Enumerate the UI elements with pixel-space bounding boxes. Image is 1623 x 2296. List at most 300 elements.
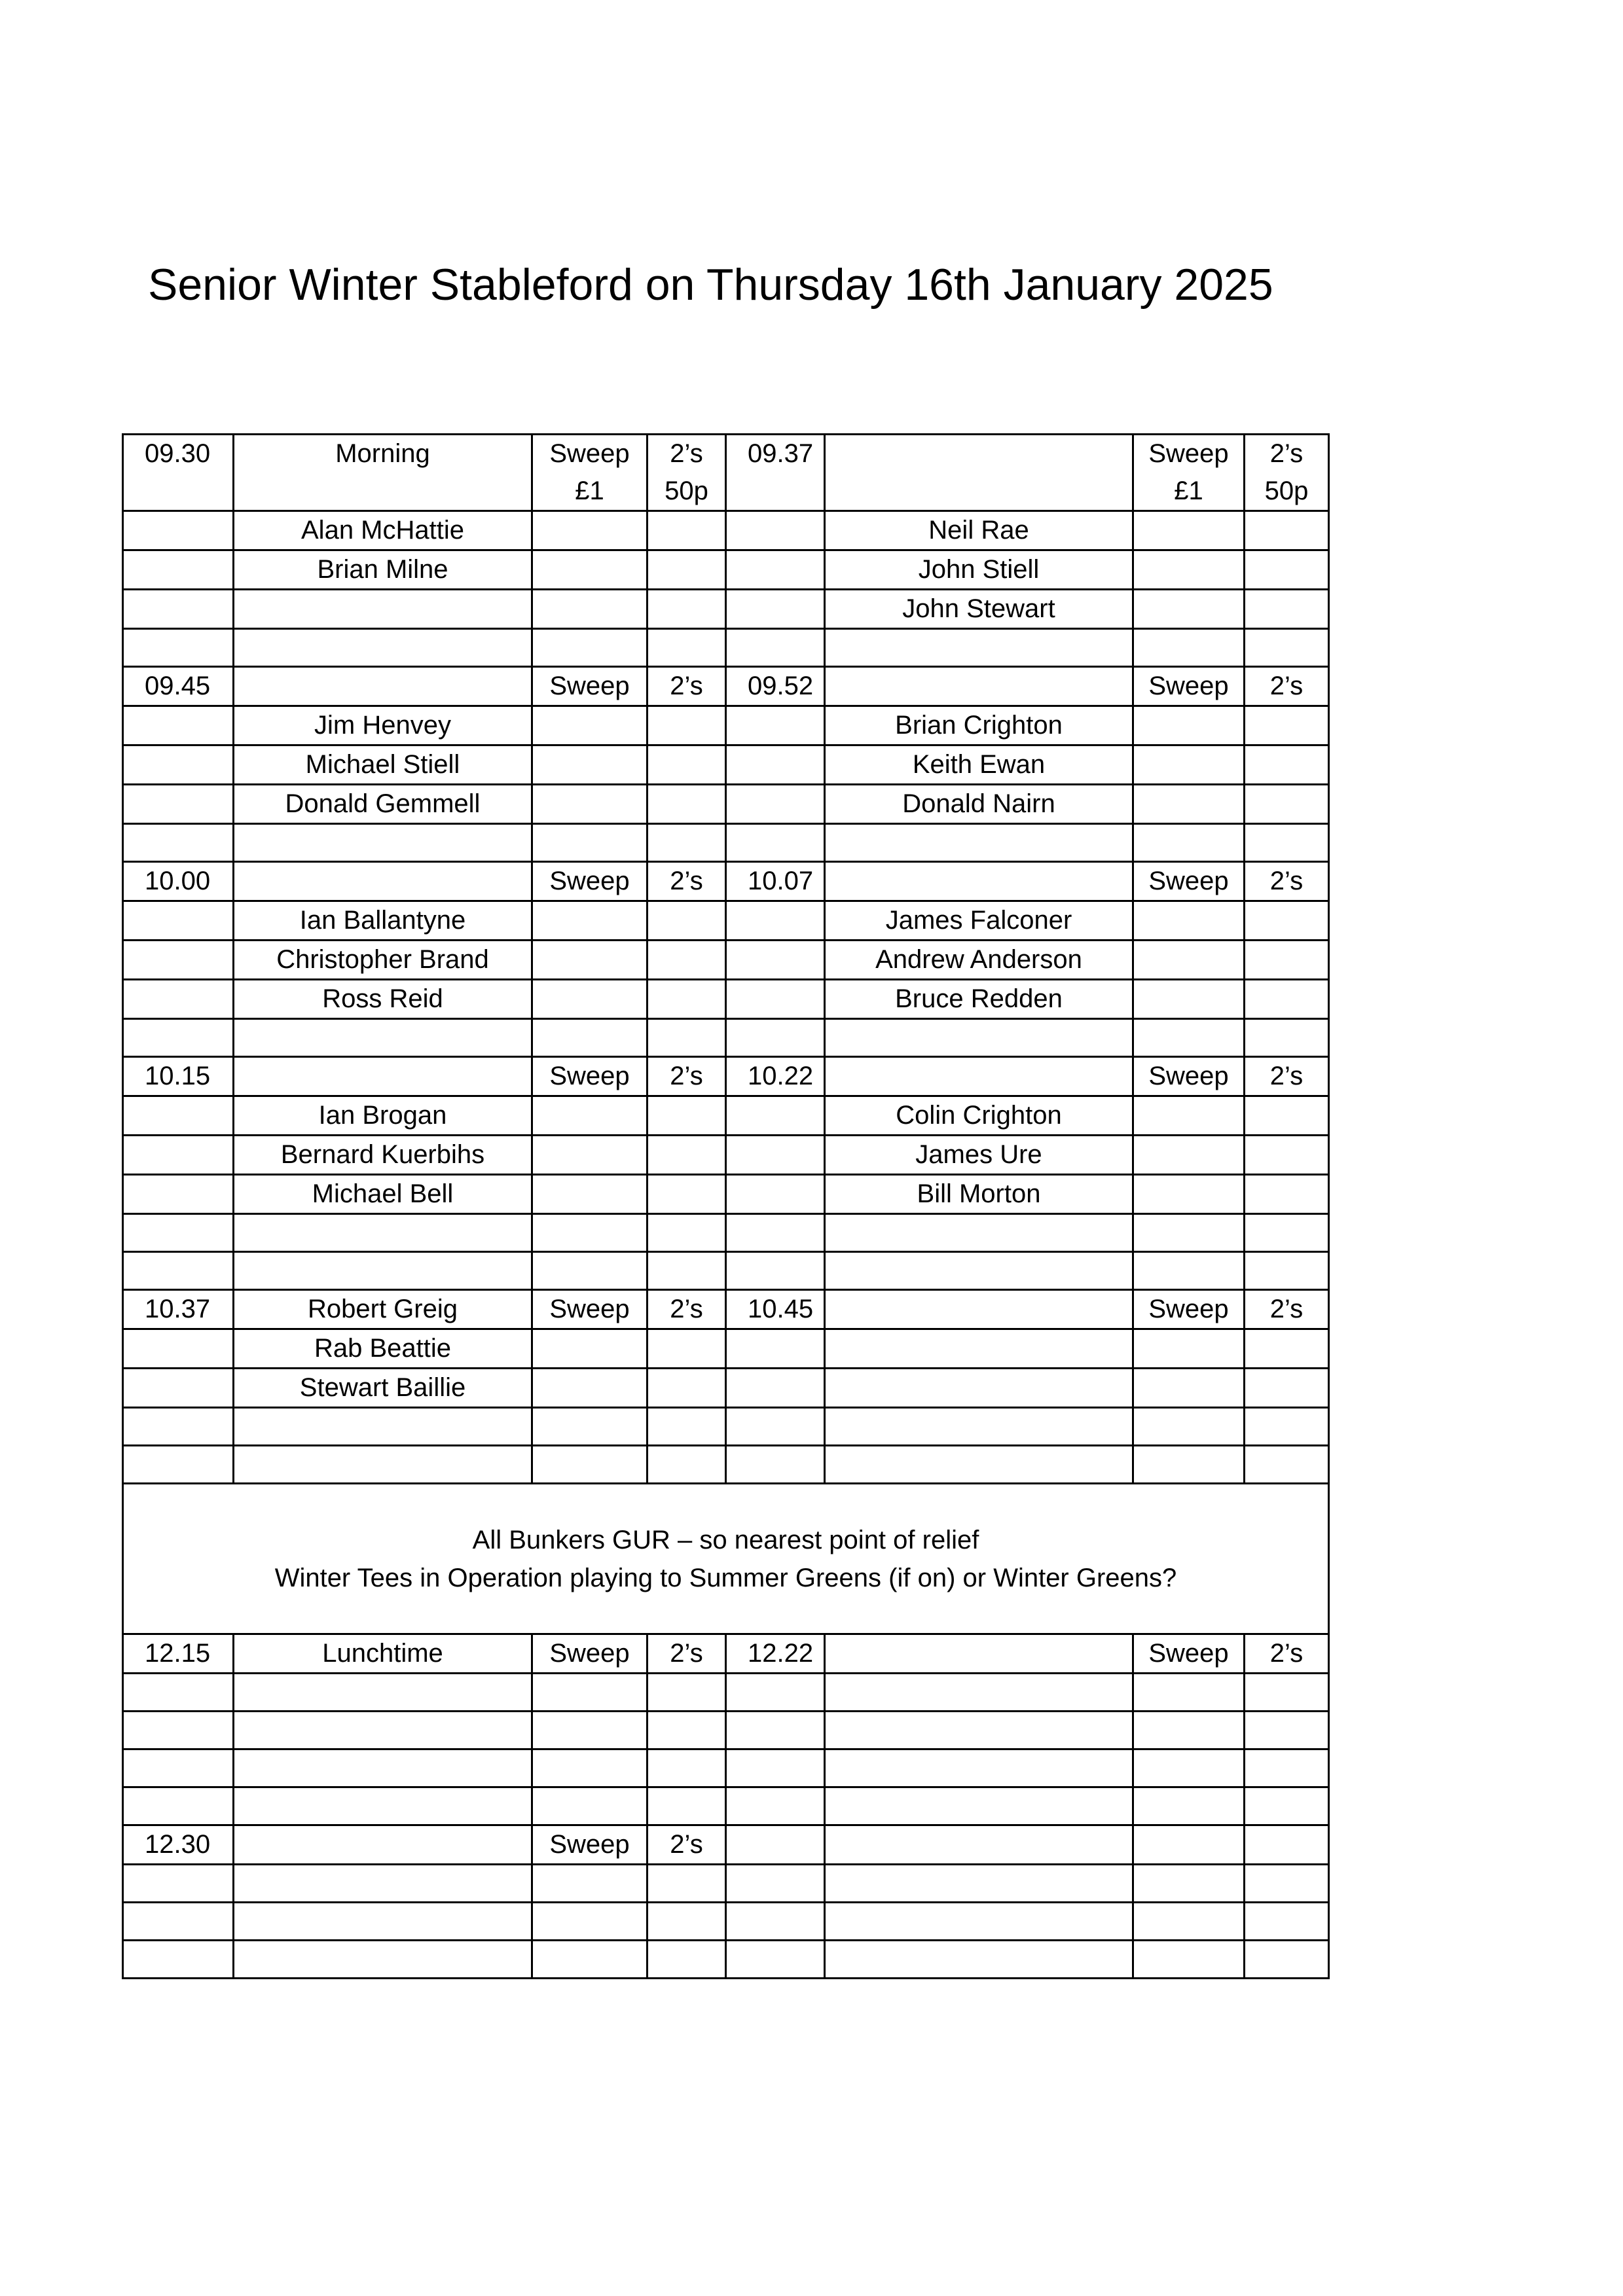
blank-cell [123,1019,234,1057]
notice-line: Winter Tees in Operation playing to Summer Greens (if on) or Winter Greens? [274,1563,1177,1592]
table-row [123,1175,1329,1214]
twos-entry [1245,706,1329,745]
player-name-left: Jim Henvey [234,706,532,745]
player-name-right [825,1252,1133,1290]
twos-entry [1245,745,1329,785]
sweep-entry [1133,1252,1245,1290]
tee-time-left: 12.15 [123,1634,234,1674]
twos-header: 2’s [1245,667,1329,706]
blank-cell [532,1865,647,1903]
player-name-left [234,590,532,629]
blank-cell [726,1369,825,1408]
blank-cell [1245,1787,1329,1825]
sweep-header: Sweep [532,1290,647,1329]
tee-time-left: 10.00 [123,862,234,901]
sweep-entry [532,1252,647,1290]
sweep-entry [1133,590,1245,629]
blank-cell [726,980,825,1019]
blank-cell [123,941,234,980]
twos-entry [1245,1136,1329,1175]
twos-entry [647,550,726,590]
blank-cell [726,1749,825,1787]
tee-time-right: 09.37 [726,435,825,511]
player-name-right: Keith Ewan [825,745,1133,785]
blank-cell [1245,1712,1329,1749]
sweep-entry [532,590,647,629]
blank-cell [726,941,825,980]
table-row [123,1057,1329,1096]
blank-cell [1133,1903,1245,1941]
blank-cell [234,1674,532,1712]
player-name-left [234,1214,532,1252]
twos-entry [1245,1446,1329,1484]
sweep-header: Sweep [532,862,647,901]
player-name-left: Robert Greig [234,1290,532,1329]
twos-header: 2’s [1245,1634,1329,1674]
player-name-right [825,1019,1133,1057]
sweep-entry [532,1408,647,1446]
sweep-entry [1133,511,1245,550]
sweep-header: Sweep [532,1057,647,1096]
twos-entry [1245,1369,1329,1408]
twos-entry [647,980,726,1019]
twos-entry [1245,1252,1329,1290]
blank-cell [726,590,825,629]
sweep-header: Sweep [1133,1290,1245,1329]
cell-line: 2’s [1269,439,1304,468]
sweep-entry [1133,941,1245,980]
sweep-entry [1133,824,1245,862]
twos-entry [647,1136,726,1175]
player-name-left [234,1446,532,1484]
blank-cell [726,1136,825,1175]
sweep-entry [532,901,647,941]
player-name-left: Bernard Kuerbihs [234,1136,532,1175]
table-row [123,629,1329,667]
blank-cell [726,1903,825,1941]
table-row [123,1136,1329,1175]
table-row [123,785,1329,824]
sweep-entry [1133,745,1245,785]
table-row [123,1825,1329,1865]
blank-cell [1133,1941,1245,1979]
blank-cell [1133,1787,1245,1825]
sweep-entry [532,1214,647,1252]
sweep-entry [532,745,647,785]
blank-cell [123,1252,234,1290]
blank-cell [532,1903,647,1941]
table-row [123,1214,1329,1252]
blank-cell [123,901,234,941]
blank-cell [726,550,825,590]
blank-cell [123,1214,234,1252]
sweep-entry [1133,550,1245,590]
cell-line: Sweep [1148,439,1229,468]
twos-entry [647,590,726,629]
blank-cell [123,1136,234,1175]
blank-cell [825,1865,1133,1903]
twos-entry [647,511,726,550]
twos-header [647,435,726,511]
twos-entry [647,941,726,980]
session-label-right [825,1634,1133,1674]
player-name-right: John Stiell [825,550,1133,590]
player-name-left: Christopher Brand [234,941,532,980]
blank-cell [123,1787,234,1825]
table-row [123,1096,1329,1136]
sweep-entry [532,550,647,590]
blank-cell [647,1712,726,1749]
twos-entry [1245,1096,1329,1136]
notice-line: All Bunkers GUR – so nearest point of relief [472,1525,979,1554]
blank-cell [123,980,234,1019]
table-row [123,1865,1329,1903]
sweep-header [1133,435,1245,511]
blank-cell [825,1674,1133,1712]
sweep-header: Sweep [532,667,647,706]
twos-entry [647,901,726,941]
player-name-left: Ian Brogan [234,1096,532,1136]
twos-entry [1245,1175,1329,1214]
twos-entry [1245,1019,1329,1057]
page-title: Senior Winter Stableford on Thursday 16th January 2025 [148,260,1273,310]
sweep-header: Sweep [1133,862,1245,901]
player-name-left: Alan McHattie [234,511,532,550]
sweep-entry [1133,1096,1245,1136]
blank-cell [726,1787,825,1825]
notice-box [123,1484,1329,1634]
cell-line: 2’s [670,439,703,468]
blank-cell [123,1749,234,1787]
blank-cell [825,1712,1133,1749]
table-row [123,1787,1329,1825]
blank-cell [234,1865,532,1903]
blank-cell [726,706,825,745]
sweep-entry [532,1446,647,1484]
player-name-right [825,824,1133,862]
sweep-entry [1133,1214,1245,1252]
sweep-entry [1133,785,1245,824]
twos-entry [1245,629,1329,667]
blank-cell [825,1941,1133,1979]
blank-cell [726,901,825,941]
sweep-entry [1133,1019,1245,1057]
twos-header: 2’s [647,1825,726,1865]
blank-cell [1245,1749,1329,1787]
tee-time-left: 09.45 [123,667,234,706]
twos-header: 2’s [647,667,726,706]
blank-cell [726,1941,825,1979]
player-name-right [825,1446,1133,1484]
twos-entry [647,824,726,862]
player-name-right: John Stewart [825,590,1133,629]
blank-cell [1245,1941,1329,1979]
sweep-header: Sweep [1133,1634,1245,1674]
player-name-left [234,1252,532,1290]
sweep-entry [1133,1408,1245,1446]
twos-entry [647,629,726,667]
blank-cell [825,1903,1133,1941]
player-name-left [234,1019,532,1057]
blank-cell [532,1712,647,1749]
blank-cell [234,1749,532,1787]
blank-cell [1133,1712,1245,1749]
blank-cell [532,1674,647,1712]
blank-cell [234,1903,532,1941]
tee-time-right: 10.22 [726,1057,825,1096]
blank-cell [123,1329,234,1369]
blank-cell [532,1749,647,1787]
twos-entry [1245,1214,1329,1252]
table-row [123,980,1329,1019]
blank-cell [123,824,234,862]
blank-cell [123,1446,234,1484]
session-label: Lunchtime [234,1634,532,1674]
player-name-left [234,1057,532,1096]
blank-cell [726,1252,825,1290]
blank-cell [825,1787,1133,1825]
blank-cell [123,1674,234,1712]
blank-cell [1133,1749,1245,1787]
table-row [123,1252,1329,1290]
blank-cell [1245,1903,1329,1941]
twos-entry [1245,1329,1329,1369]
blank-cell [825,1825,1133,1865]
table-row [123,1749,1329,1787]
player-name-right [825,1214,1133,1252]
twos-entry [647,1252,726,1290]
table-row [123,550,1329,590]
blank-cell [123,1903,234,1941]
blank-cell [726,1019,825,1057]
player-name-right [825,667,1133,706]
table-row [123,1019,1329,1057]
player-name-right [825,1057,1133,1096]
player-name-right: Brian Crighton [825,706,1133,745]
blank-cell [123,1865,234,1903]
sweep-entry [1133,1329,1245,1369]
sweep-entry [532,824,647,862]
blank-cell [532,1787,647,1825]
player-name-right: Bill Morton [825,1175,1133,1214]
blank-cell [123,511,234,550]
sweep-entry [532,1329,647,1369]
player-name-left: Ross Reid [234,980,532,1019]
twos-entry [647,1329,726,1369]
twos-entry [647,1096,726,1136]
table-row [123,901,1329,941]
player-name-left [234,1408,532,1446]
blank-cell [123,706,234,745]
twos-entry [1245,980,1329,1019]
player-name-left [234,824,532,862]
table-row [123,824,1329,862]
blank-cell [726,1712,825,1749]
sweep-entry [1133,629,1245,667]
tee-time-right: 10.45 [726,1290,825,1329]
blank-cell [647,1674,726,1712]
player-name-right: Donald Nairn [825,785,1133,824]
sweep-entry [532,1019,647,1057]
twos-entry [1245,941,1329,980]
sweep-entry [1133,1369,1245,1408]
blank-cell [726,745,825,785]
player-name-left [234,862,532,901]
cell-line: £1 [575,476,604,505]
table-row [123,435,1329,511]
blank-cell [647,1787,726,1825]
twos-entry [1245,1408,1329,1446]
player-name-right: James Ure [825,1136,1133,1175]
blank-cell [123,550,234,590]
twos-entry [647,1214,726,1252]
blank-cell [1133,1674,1245,1712]
player-name-right [825,1408,1133,1446]
twos-entry [647,745,726,785]
sweep-entry [532,1096,647,1136]
player-name-left: Brian Milne [234,550,532,590]
blank-cell [647,1865,726,1903]
blank-cell [123,1712,234,1749]
player-name-right: Andrew Anderson [825,941,1133,980]
blank-cell [123,590,234,629]
cell-line: £1 [1174,476,1203,505]
blank-cell [1245,1825,1329,1865]
table-row [123,1329,1329,1369]
sweep-entry [1133,901,1245,941]
twos-entry [647,1446,726,1484]
twos-header [1245,435,1329,511]
blank-cell [726,1175,825,1214]
table-row [123,706,1329,745]
blank-cell [825,1749,1133,1787]
blank-cell [123,1369,234,1408]
sweep-entry [1133,1136,1245,1175]
sweep-entry [1133,706,1245,745]
twos-header: 2’s [1245,1057,1329,1096]
player-name-left [234,1825,532,1865]
sweep-entry [532,941,647,980]
sweep-entry [1133,1446,1245,1484]
twos-entry [1245,590,1329,629]
blank-cell [123,1941,234,1979]
tee-time-left: 10.37 [123,1290,234,1329]
session-label: Morning [234,435,532,511]
table-row [123,1941,1329,1979]
sweep-entry [1133,1175,1245,1214]
cell-line: 50p [665,476,708,505]
player-name-right [825,1369,1133,1408]
twos-entry [1245,511,1329,550]
player-name-right [825,862,1133,901]
sweep-entry [532,706,647,745]
blank-cell [726,1825,825,1865]
blank-cell [234,1787,532,1825]
twos-header: 2’s [647,1290,726,1329]
blank-cell [234,1941,532,1979]
tee-time-left: 12.30 [123,1825,234,1865]
blank-cell [726,1329,825,1369]
twos-entry [647,1369,726,1408]
sweep-entry [532,785,647,824]
player-name-right [825,629,1133,667]
twos-entry [1245,901,1329,941]
player-name-right: Bruce Redden [825,980,1133,1019]
blank-cell [1133,1825,1245,1865]
tee-time-left: 10.15 [123,1057,234,1096]
player-name-left [234,667,532,706]
blank-cell [123,1175,234,1214]
player-name-left: Ian Ballantyne [234,901,532,941]
blank-cell [647,1903,726,1941]
twos-header: 2’s [647,1057,726,1096]
cell-line: Sweep [549,439,630,468]
player-name-left: Rab Beattie [234,1329,532,1369]
blank-cell [647,1941,726,1979]
tee-time-table [122,433,1330,1979]
twos-header: 2’s [1245,862,1329,901]
blank-cell [123,629,234,667]
table-row [123,1369,1329,1408]
blank-cell [1245,1865,1329,1903]
sweep-header: Sweep [1133,1057,1245,1096]
table-row [123,1484,1329,1634]
twos-header: 2’s [1245,1290,1329,1329]
player-name-right: Colin Crighton [825,1096,1133,1136]
twos-entry [647,785,726,824]
tee-time-right: 09.52 [726,667,825,706]
table-row [123,667,1329,706]
sweep-header [532,435,647,511]
blank-cell [726,1408,825,1446]
blank-cell [726,1446,825,1484]
blank-cell [647,1749,726,1787]
table-row [123,1290,1329,1329]
player-name-right: Neil Rae [825,511,1133,550]
blank-cell [532,1941,647,1979]
sweep-header: Sweep [532,1825,647,1865]
sweep-header: Sweep [532,1634,647,1674]
blank-cell [726,824,825,862]
blank-cell [726,629,825,667]
player-name-right [825,1290,1133,1329]
blank-cell [234,1712,532,1749]
twos-entry [647,706,726,745]
session-label-right [825,435,1133,511]
blank-cell [726,1865,825,1903]
sweep-entry [1133,980,1245,1019]
table-row [123,862,1329,901]
player-name-left: Michael Stiell [234,745,532,785]
table-row [123,1712,1329,1749]
table-row [123,1408,1329,1446]
blank-cell [726,511,825,550]
sweep-entry [532,511,647,550]
blank-cell [123,785,234,824]
player-name-left: Donald Gemmell [234,785,532,824]
player-name-right [825,1329,1133,1369]
player-name-left: Michael Bell [234,1175,532,1214]
table-row [123,1674,1329,1712]
cell-line: 50p [1264,476,1309,505]
table-row [123,745,1329,785]
player-name-right: James Falconer [825,901,1133,941]
table-row [123,941,1329,980]
twos-entry [647,1408,726,1446]
twos-header: 2’s [647,862,726,901]
twos-entry [1245,550,1329,590]
table-row [123,1903,1329,1941]
